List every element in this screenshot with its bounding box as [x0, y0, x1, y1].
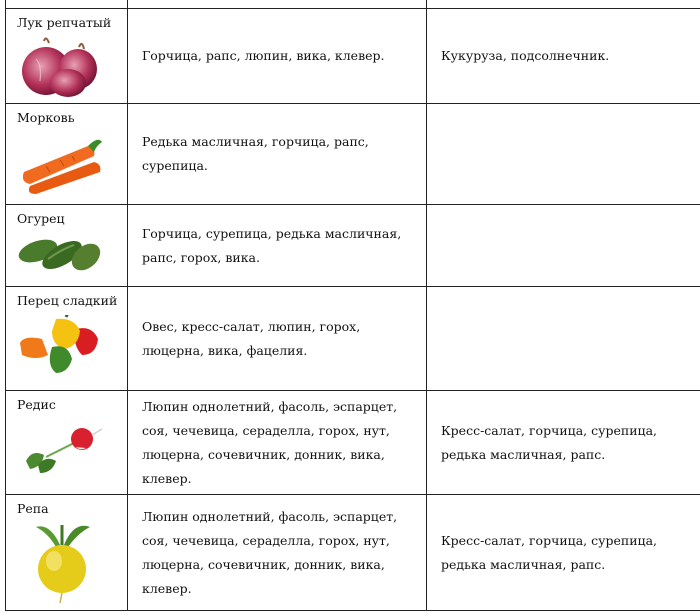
onion-picture [16, 35, 106, 99]
vegetable-name: Лук репчатый [17, 15, 112, 30]
cell-vegetable-partial [6, 0, 128, 9]
table-row [6, 104, 700, 205]
good-companions-text: Горчица, рапс, люпин, вика, клевер. [142, 48, 385, 63]
good-companions-text: Люпин однолетний, фасоль, эспарцет, соя, чечевица, сераделла, горох, нут, люцерна, сочевичник, донник, вика, клевер. [142, 508, 398, 596]
vegetable-name: Морковь [17, 110, 75, 125]
vegetable-cell [6, 9, 128, 104]
vegetable-cell [6, 287, 128, 391]
good-companions-text: Редька масличная, горчица, рапс, сурепица. [142, 134, 369, 173]
vegetable-cell [6, 205, 128, 287]
cell-bad-partial [427, 0, 700, 9]
bad-companions-text: Кресс-салат, горчица, сурепица, редька масличная, рапс. [441, 422, 657, 462]
vegetable-name: Репа [17, 501, 49, 516]
carrot-picture [16, 132, 106, 194]
table-row [6, 287, 700, 391]
good-companions-text: Люпин однолетний, фасоль, эспарцет, соя, чечевица, сераделла, горох, нут, люцерна, сочевичник, донник, вика, клевер. [142, 398, 398, 486]
table-row [6, 205, 700, 287]
vegetable-cell [6, 495, 128, 611]
table-row [6, 495, 700, 611]
vegetable-name: Огурец [17, 211, 65, 226]
vegetable-cell [6, 391, 128, 495]
good-companions-text: Горчица, сурепица, редька масличная, рапс, горох, вика. [142, 225, 402, 265]
cucumber-picture [16, 231, 106, 281]
vegetable-name: Перец сладкий [17, 293, 118, 308]
cell-good-partial [128, 0, 427, 9]
bad-companions-text: Кресс-салат, горчица, сурепица, редька масличная, рапс. [441, 532, 657, 572]
good-companions-text: Овес, кресс-салат, люпин, горох, люцерна, вика, фацелия. [142, 318, 361, 358]
sweet-pepper-picture [16, 315, 106, 377]
table-row [6, 9, 700, 104]
vegetable-name: Редис [17, 397, 56, 412]
bad-companions-text: Кукуруза, подсолнечник. [441, 48, 610, 63]
table-row [6, 391, 700, 495]
vegetable-cell [6, 104, 128, 205]
radish-picture [16, 421, 106, 477]
companion-crops-table [5, 0, 700, 611]
table-row [6, 0, 700, 9]
turnip-picture [16, 523, 106, 603]
